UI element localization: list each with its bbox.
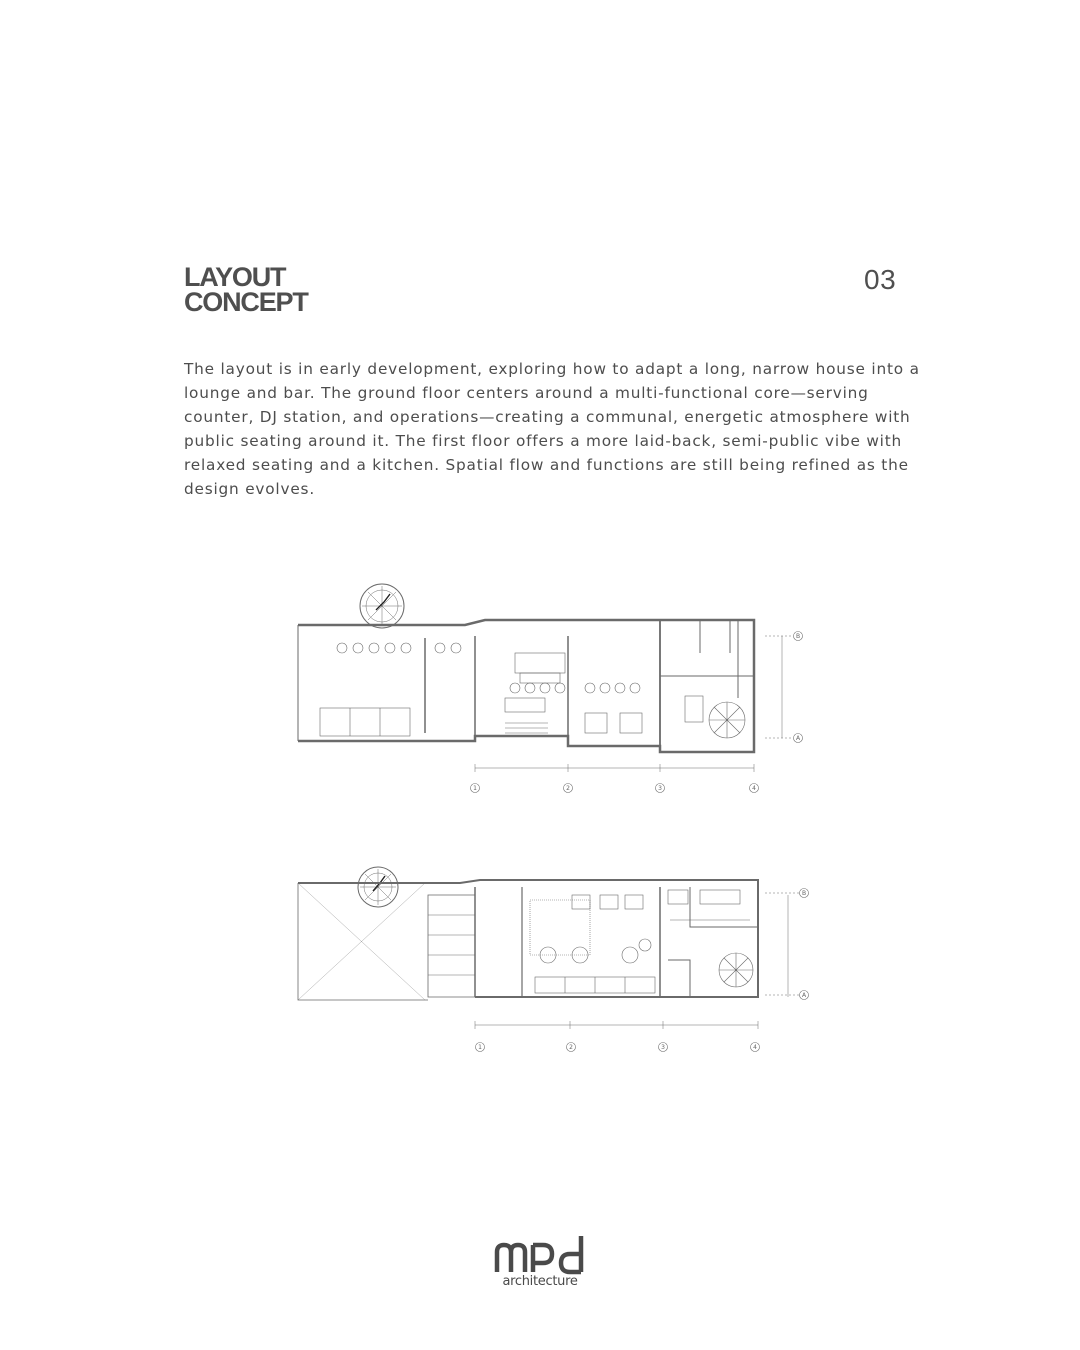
logo-subtext: architecture: [502, 1274, 578, 1289]
ground-axis-b: B: [795, 633, 801, 640]
ground-axis-a: A: [795, 735, 801, 742]
first-axis-3: 3: [661, 1044, 665, 1051]
body-paragraph: The layout is in early development, exploring how to adapt a long, narrow house into a lounge and bar. The ground floor centers around a multi-functional core—serving counter, DJ station, and operations—creating a communal, energetic atmosphere with public seating around it. The first floor offers a more laid-back, semi-public vibe with relaxed seating and a kitchen. Spatial flow and functions are still being refined as the design evolves.: [184, 360, 920, 498]
first-axis-2: 2: [569, 1044, 573, 1051]
first-axis-4: 4: [753, 1044, 757, 1051]
ground-floor-plan: [290, 578, 815, 798]
ground-axis-3: 3: [658, 785, 662, 792]
ground-axis-4: 4: [752, 785, 756, 792]
mpd-logo-mark: [480, 1232, 600, 1276]
title-line-2: CONCEPT: [184, 287, 308, 317]
tree-icon: [358, 867, 398, 907]
ground-axis-2: 2: [566, 785, 570, 792]
ground-axis-1: 1: [473, 785, 477, 792]
title-line-1: LAYOUT: [184, 262, 286, 292]
first-floor-plan: [290, 865, 815, 1060]
page-number: 03: [864, 264, 897, 295]
first-axis-1: 1: [478, 1044, 482, 1051]
first-axis-a: A: [801, 992, 807, 999]
page-title: [184, 262, 308, 317]
first-axis-b: B: [801, 890, 807, 897]
mpd-architecture-logo: [480, 1232, 600, 1296]
tree-icon: [360, 584, 404, 628]
